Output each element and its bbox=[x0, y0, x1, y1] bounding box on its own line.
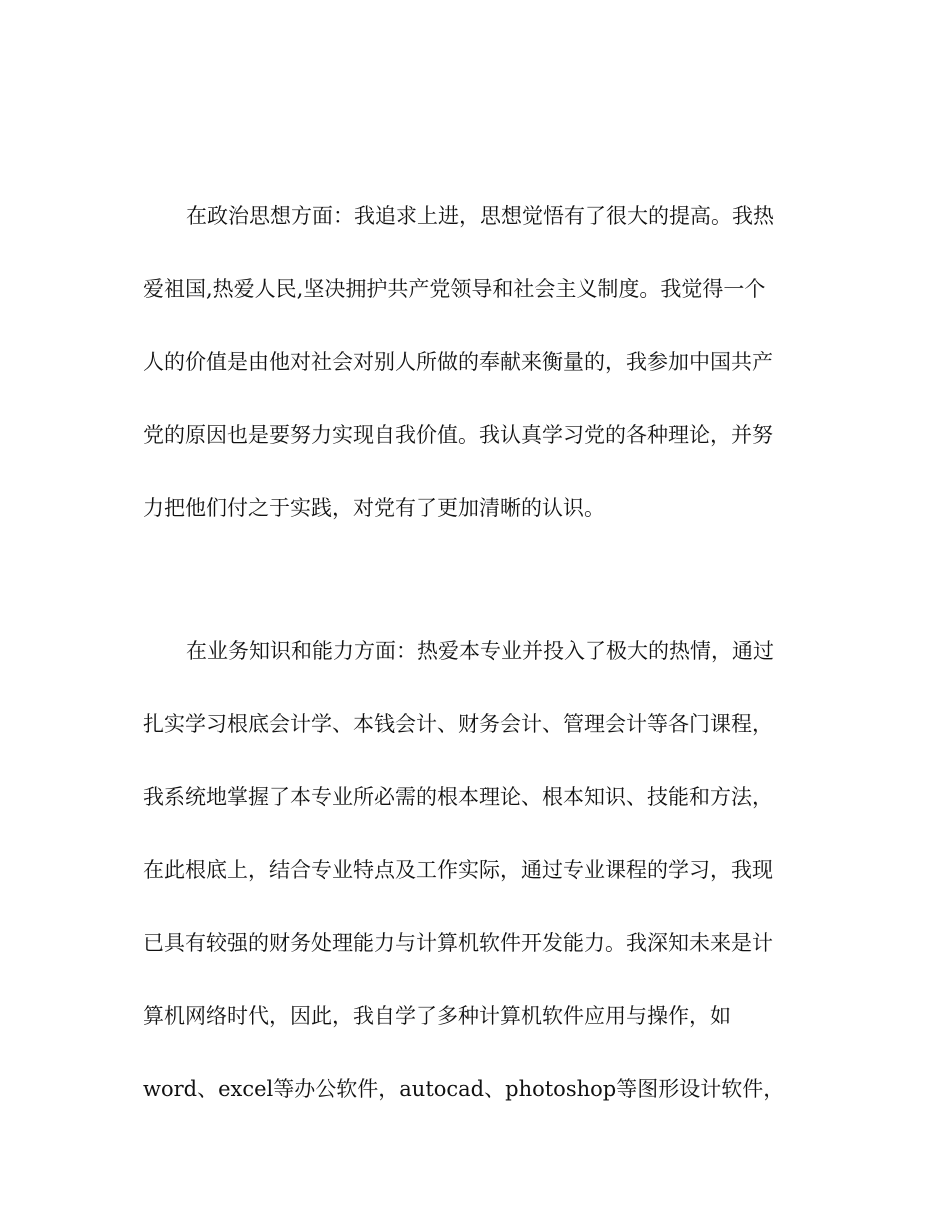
paragraph-political-thought bbox=[143, 180, 795, 545]
paragraph-line: 人的价值是由他对社会对别人所做的奉献来衡量的，我参加中国共产 bbox=[143, 350, 773, 374]
paragraph-line: 在业务知识和能力方面：热爱本专业并投入了极大的热情，通过 bbox=[186, 639, 774, 663]
paragraph-line: 爱祖国,热爱人民,坚决拥护共产党领导和社会主义制度。我觉得一个 bbox=[143, 277, 766, 301]
paragraph-line: 在政治思想方面：我追求上进，思想觉悟有了很大的提高。我热 bbox=[186, 204, 774, 228]
paragraph-line: 算机网络时代，因此，我自学了多种计算机软件应用与操作，如 bbox=[143, 1004, 731, 1028]
paragraph-line: 力把他们付之于实践，对党有了更加清晰的认识。 bbox=[143, 496, 605, 520]
paragraph-line: 扎实学习根底会计学、本钱会计、财务会计、管理会计等各门课程， bbox=[143, 712, 773, 736]
paragraph-line: 在此根底上，结合专业特点及工作实际，通过专业课程的学习，我现 bbox=[143, 858, 773, 882]
paragraph-line: word、excel等办公软件，autocad、photoshop等图形设计软件， bbox=[143, 1077, 785, 1101]
paragraph-line: 已具有较强的财务处理能力与计算机软件开发能力。我深知未来是计 bbox=[143, 931, 773, 955]
paragraph-line: 我系统地掌握了本专业所必需的根本理论、根本知识、技能和方法， bbox=[143, 785, 773, 809]
paragraph-professional-skills bbox=[143, 615, 795, 1126]
paragraph-line: 党的原因也是要努力实现自我价值。我认真学习党的各种理论，并努 bbox=[143, 423, 773, 447]
